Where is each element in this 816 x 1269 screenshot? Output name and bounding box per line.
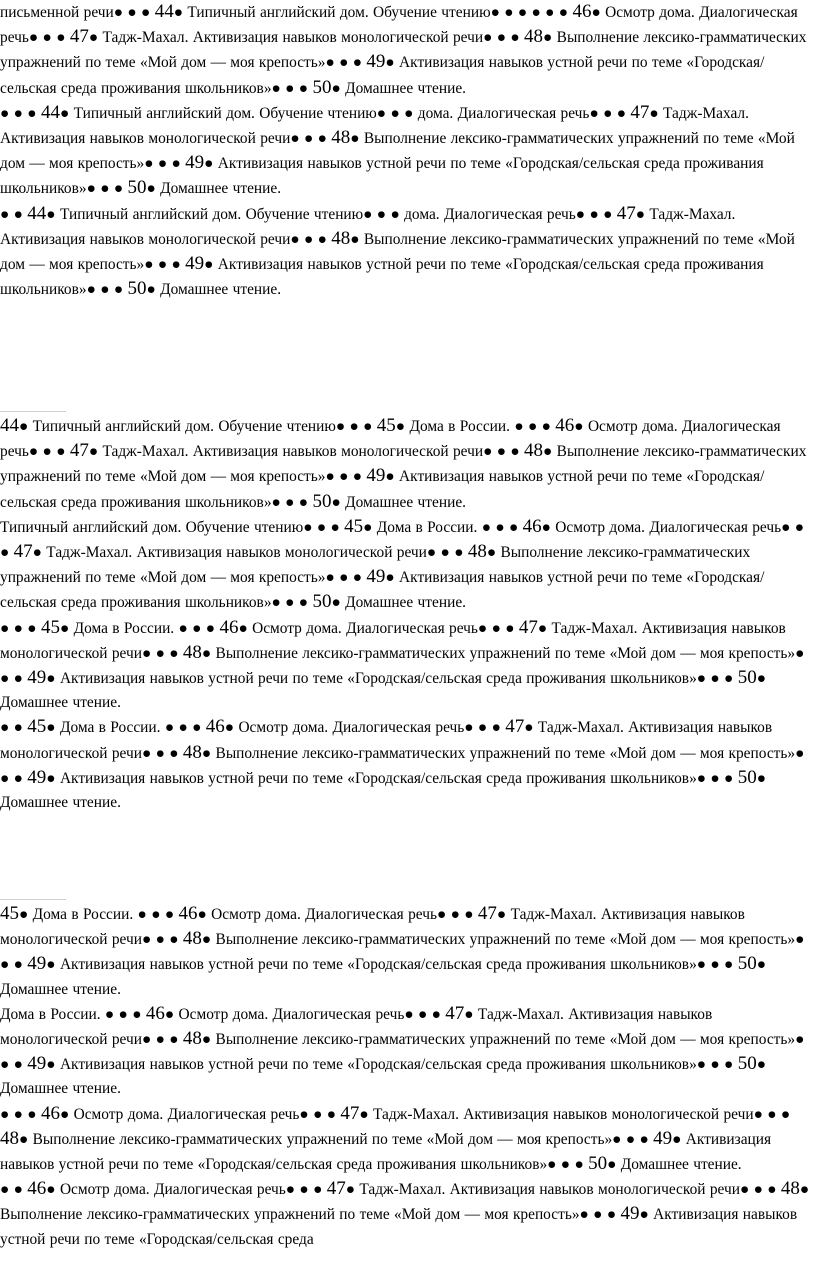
paragraph: ● ● ● 44● Типичный английский дом. Обучение чтению● ● ● дома. Диалогическая речь● ● ● 47● Тадж-Махал. Активизация навыков монологической речи● ● ● 48● Выполнение лексико-грамматических упражнений по теме «Мой дом — моя крепость»● ● ● 49● Активизация навыков устной речи по теме «Городская/сельская среда проживания школьников»● ● ● 50● Домашнее чтение.	[0, 101, 795, 199]
paragraph: Дома в России. ● ● ● 46● Осмотр дома. Диалогическая речь● ● ● 47● Тадж-Махал. Активизация навыков монологической речи● ● ● 48● Выполнение лексико-грамматических упражнений по теме «Мой дом — моя крепость»● ● ● 49● Активизация навыков устной речи по теме «Городская/сельская среда проживания школьников»● ● ● 50● Домашнее чтение.	[0, 1002, 805, 1098]
lesson-number: 44	[40, 101, 60, 123]
lesson-number: 45	[344, 515, 364, 537]
lesson-number: 46	[522, 515, 542, 537]
lesson-number: 44	[154, 1, 174, 22]
lesson-number: 47	[13, 541, 33, 563]
lesson-number: 46	[178, 903, 198, 924]
paragraph: ● ● 45● Дома в России. ● ● ● 46● Осмотр дома. Диалогическая речь● ● ● 47● Тадж-Махал. Активизация навыков монологической речи● ● ● 48● Выполнение лексико-грамматических упражнений по теме «Мой дом — моя крепость»● ● ● 49● Активизация навыков устной речи по теме «Городская/сельская среда проживания школьников»● ● ● 50● Домашнее чтение.	[0, 716, 805, 812]
lesson-number: 48	[331, 127, 351, 149]
lesson-number: 45	[0, 903, 19, 924]
lesson-number: 49	[185, 152, 205, 174]
paragraph: 44● Типичный английский дом. Обучение чтению● ● ● 45● Дома в России. ● ● ● 46● Осмотр дома. Диалогическая речь● ● ● 47● Тадж-Махал. Активизация навыков монологической речи● ● ● 48● Выполнение лексико-грамматических упражнений по теме «Мой дом — моя крепость»● ● ● 49● Активизация навыков устной речи по теме «Городская/сельская среда проживания школьников»● ● ● 50● Домашнее чтение.	[0, 415, 807, 512]
lesson-number: 50	[737, 953, 757, 975]
paragraph: Типичный английский дом. Обучение чтению● ● ● 45● Дома в России. ● ● ● 46● Осмотр дома. Диалогическая речь● ● ● 47● Тадж-Махал. Активизация навыков монологической речи● ● ● 48● Выполнение лексико-грамматических упражнений по теме «Мой дом — моя крепость»● ● ● 49● Активизация навыков устной речи по теме «Городская/сельская среда проживания школьников»● ● ● 50● Домашнее чтение.	[0, 515, 805, 613]
lesson-number: 49	[366, 465, 386, 487]
lesson-number: 49	[27, 667, 47, 689]
lesson-number: 47	[340, 1102, 360, 1124]
lesson-number: 48	[331, 227, 351, 249]
lesson-number: 50	[127, 278, 147, 300]
lesson-number: 46	[205, 716, 225, 738]
lesson-number: 48	[182, 641, 202, 663]
lesson-number: 50	[312, 76, 332, 98]
lesson-number: 48	[467, 541, 487, 563]
lesson-number: 50	[588, 1153, 608, 1175]
lesson-number: 45	[27, 716, 47, 738]
lesson-number: 47	[505, 716, 525, 738]
lesson-number: 47	[69, 26, 89, 48]
lesson-number: 47	[445, 1002, 465, 1024]
lesson-number: 49	[366, 566, 386, 588]
paragraph: 45● Дома в России. ● ● ● 46● Осмотр дома. Диалогическая речь● ● ● 47● Тадж-Махал. Активизация навыков монологической речи● ● ● 48● Выполнение лексико-грамматических упражнений по теме «Мой дом — моя крепость»● ● ● 49● Активизация навыков устной речи по теме «Городская/сельская среда проживания школьников»● ● ● 50● Домашнее чтение.	[0, 903, 805, 998]
lesson-number: 47	[69, 440, 89, 462]
text-block-3	[0, 902, 816, 1252]
paragraph: ● ● 46● Осмотр дома. Диалогическая речь● ● ● 47● Тадж-Махал. Активизация навыков монологической речи● ● ● 48● Выполнение лексико-грамматических упражнений по теме «Мой дом — моя крепость»● ● ● 49● Активизация навыков устной речи по теме «Городская/сельская среда	[0, 1178, 810, 1248]
lesson-number: 48	[780, 1178, 800, 1200]
lesson-number: 49	[27, 1053, 47, 1075]
paragraph: ● ● ● 45● Дома в России. ● ● ● 46● Осмотр дома. Диалогическая речь● ● ● 47● Тадж-Махал. Активизация навыков монологической речи● ● ● 48● Выполнение лексико-грамматических упражнений по теме «Мой дом — моя крепость»● ● ● 49● Активизация навыков устной речи по теме «Городская/сельская среда проживания школьников»● ● ● 50● Домашнее чтение.	[0, 616, 805, 712]
lesson-number: 50	[312, 490, 332, 512]
lesson-number: 48	[182, 741, 202, 763]
lesson-number: 45	[40, 616, 60, 638]
lesson-number: 49	[27, 953, 47, 975]
lesson-number: 44	[27, 202, 47, 224]
lesson-number: 49	[185, 253, 205, 275]
separator-line	[0, 411, 66, 412]
lesson-number: 49	[620, 1203, 640, 1225]
lesson-number: 46	[27, 1178, 47, 1200]
lesson-number: 50	[312, 591, 332, 613]
lesson-number: 48	[0, 1127, 19, 1149]
lesson-number: 46	[219, 616, 239, 638]
lesson-number: 48	[182, 1028, 202, 1050]
lesson-number: 47	[477, 903, 497, 924]
paragraph: письменной речи● ● ● 44● Типичный английский дом. Обучение чтению● ● ● ● ● ● 46● Осмотр дома. Диалогическая речь● ● ● 47● Тадж-Махал. Активизация навыков монологической речи● ● ● 48● Выполнение лексико-грамматических упражнений по теме «Мой дом — моя крепость»● ● ● 49● Активизация навыков устной речи по теме «Городская/сельская среда проживания школьников»● ● ● 50● Домашнее чтение.	[0, 1, 807, 98]
text-block-1	[0, 0, 816, 302]
text-block-2	[0, 414, 816, 815]
paragraph: ● ● ● 46● Осмотр дома. Диалогическая речь● ● ● 47● Тадж-Махал. Активизация навыков монологической речи● ● ● 48● Выполнение лексико-грамматических упражнений по теме «Мой дом — моя крепость»● ● ● 49● Активизация навыков устной речи по теме «Городская/сельская среда проживания школьников»● ● ● 50● Домашнее чтение.	[0, 1102, 791, 1175]
lesson-number: 50	[737, 667, 757, 689]
lesson-number: 49	[653, 1127, 673, 1149]
separator-line	[0, 899, 66, 900]
lesson-number: 47	[616, 202, 636, 224]
lesson-number: 50	[127, 177, 147, 199]
lesson-number: 48	[524, 440, 544, 462]
paragraph: ● ● 44● Типичный английский дом. Обучение чтению● ● ● дома. Диалогическая речь● ● ● 47● Тадж-Махал. Активизация навыков монологической речи● ● ● 48● Выполнение лексико-грамматических упражнений по теме «Мой дом — моя крепость»● ● ● 49● Активизация навыков устной речи по теме «Городская/сельская среда проживания школьников»● ● ● 50● Домашнее чтение.	[0, 202, 795, 300]
lesson-number: 46	[555, 415, 575, 436]
lesson-number: 48	[524, 26, 544, 48]
lesson-number: 45	[376, 415, 396, 436]
lesson-number: 47	[630, 101, 650, 123]
lesson-number: 46	[145, 1002, 165, 1024]
lesson-number: 49	[27, 766, 47, 788]
lesson-number: 47	[518, 616, 538, 638]
lesson-number: 50	[737, 1053, 757, 1075]
lesson-number: 49	[366, 51, 386, 73]
lesson-number: 48	[182, 928, 202, 950]
lesson-number: 47	[326, 1178, 346, 1200]
lesson-number: 46	[40, 1102, 60, 1124]
lesson-number: 44	[0, 415, 19, 436]
lesson-number: 46	[572, 1, 592, 22]
lesson-number: 50	[737, 766, 757, 788]
